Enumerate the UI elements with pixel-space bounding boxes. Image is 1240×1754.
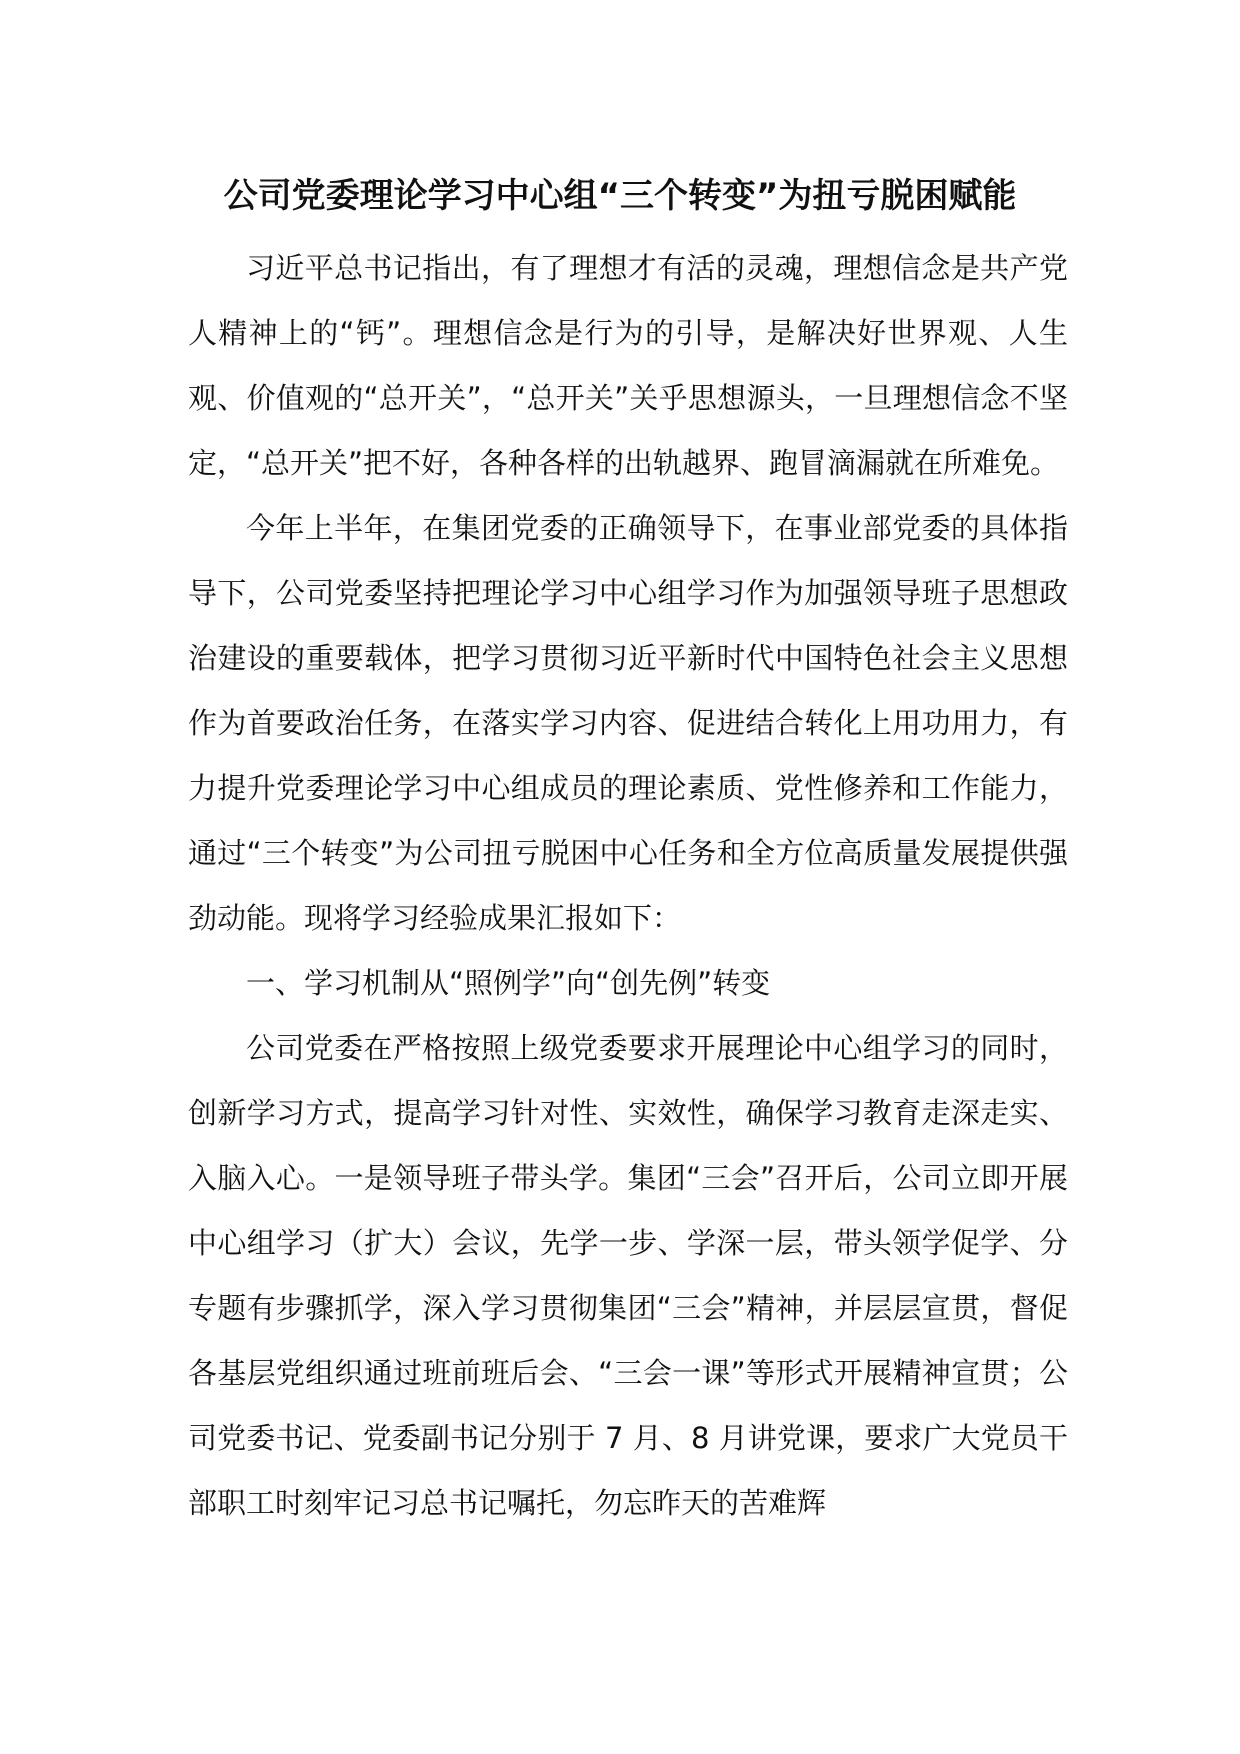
paragraph-summary: 今年上半年，在集团党委的正确领导下，在事业部党委的具体指导下，公司党委坚持把理论学习中心组学习作为加强领导班子思想政治建设的重要载体，把学习贯彻习近平新时代中国特色社会主义思想作为首要政治任务，在落实学习内容、促进结合转化上用功用力，有力提升党委理论学习中心组成员的理论素质、党性修养和工作能力，通过“三个转变”为公司扭亏脱困中心任务和全方位高质量发展提供强劲动能。现将学习经验成果汇报如下： [188, 511, 1068, 935]
section-heading-1: 一、学习机制从“照例学”向“创先例”转变 [246, 966, 771, 1000]
paragraph-intro: 习近平总书记指出，有了理想才有活的灵魂，理想信念是共产党人精神上的“钙”。理想信念是行为的引导，是解决好世界观、人生观、价值观的“总开关”，“总开关”关乎思想源头，一旦理想信念不坚定，“总开关”把不好，各种各样的出轨越界、跑冒滴漏就在所难免。 [188, 251, 1068, 480]
paragraph-section-1: 公司党委在严格按照上级党委要求开展理论中心组学习的同时，创新学习方式，提高学习针对性、实效性，确保学习教育走深走实、入脑入心。一是领导班子带头学。集团“三会”召开后，公司立即开展中心组学习（扩大）会议，先学一步、学深一层，带头领学促学、分专题有步骤抓学，深入学习贯彻集团“三会”精神，并层层宣贯，督促各基层党组织通过班前班后会、“三会一课”等形式开展精神宣贯；公司党委书记、党委副书记分别于 7 月、8 月讲党课，要求广大党员干部职工时刻牢记习总书记嘱托，勿忘昨天的苦难辉 [188, 1031, 1068, 1520]
document-title: 公司党委理论学习中心组“三个转变”为扭亏脱困赋能 [223, 176, 1017, 216]
document-body [188, 236, 1068, 1536]
